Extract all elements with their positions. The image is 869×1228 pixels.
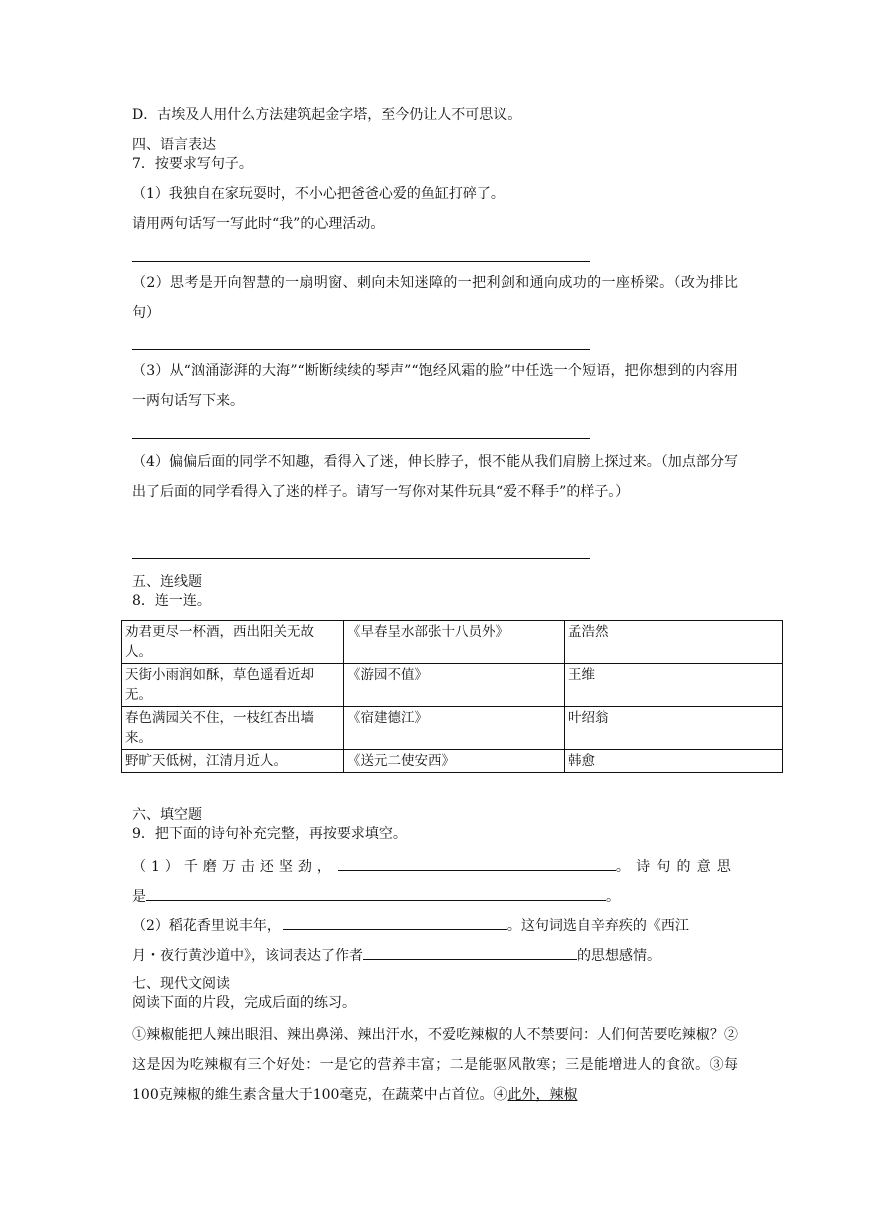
q7-item-1-requirement: 请用两句话写一写此时“我”的心理活动。 — [132, 216, 385, 232]
poet-cell[interactable]: 孟浩然 — [565, 621, 783, 664]
q7-item-1: （1）我独自在家玩耍时，不小心把爸爸心爱的鱼缸打碎了。 — [132, 186, 505, 202]
poet-cell[interactable]: 王维 — [565, 664, 783, 707]
q9-item-2-line2-prefix: 月・夜行黄沙道中》，该词表达了作者 — [132, 948, 363, 964]
question-7-title: 7．按要求写句子。 — [132, 156, 253, 172]
poem-title-cell[interactable]: 《早春呈水部张十八员外》 — [344, 621, 565, 664]
section-6-heading: 六、填空题 — [132, 807, 202, 823]
poem-line-cell[interactable]: 劝君更尽一杯酒，西出阳关无故人。 — [122, 621, 344, 664]
q9-item-2-line-1 — [132, 915, 689, 935]
question-8-title: 8．连一连。 — [132, 593, 211, 609]
blank-q9-2a[interactable] — [283, 915, 507, 930]
blank-q9-1b[interactable] — [146, 886, 606, 901]
q7-item-3: （3）从“汹涌澎湃的大海”“断断续续的琴声”“饱经风霜的脸”中任选一个短语，把你想到的内容用一两句话写下来。 — [132, 363, 738, 409]
q7-item-4: （4）偏偏后面的同学不知趣，看得入了迷，伸长脖子，恨不能从我们肩膀上探过来。（加点部分写出了后面的同学看得入了迷的样子。请写一写你对某件玩具“爱不释手”的样子。） — [132, 454, 738, 500]
q9-item-2-end: 的思想感情。 — [577, 948, 661, 964]
reading-passage — [132, 1020, 738, 1110]
poem-title-cell[interactable]: 《游园不值》 — [344, 664, 565, 707]
matching-table — [121, 620, 783, 773]
blank-q9-1a[interactable] — [338, 856, 616, 871]
poem-title-cell[interactable]: 《送元二使安西》 — [344, 750, 565, 773]
answer-line-q7-2[interactable] — [132, 349, 590, 350]
table-row — [122, 707, 783, 750]
section-7-heading: 七、现代文阅读 — [132, 976, 230, 992]
poem-line-cell[interactable]: 春色满园关不住，一枝红杏出墙来。 — [122, 707, 344, 750]
q9-item-1-line-2 — [132, 886, 620, 906]
table-row — [122, 750, 783, 773]
poet-cell[interactable]: 韩愈 — [565, 750, 783, 773]
blank-q9-2b[interactable] — [363, 945, 577, 960]
q6-option-d: D．古埃及人用什么方法建筑起金字塔，至今仍让人不可思议。 — [132, 107, 522, 123]
section-5-heading: 五、连线题 — [132, 574, 202, 590]
q9-item-2-prefix: （2）稻花香里说丰年， — [132, 918, 281, 934]
q7-item-2: （2）思考是开向智慧的一扇明窗、刺向未知迷障的一把利剑和通向成功的一座桥梁。（改为排比句） — [132, 275, 738, 321]
answer-line-q7-1[interactable] — [132, 261, 590, 262]
section-4-heading: 四、语言表达 — [132, 137, 216, 153]
q9-item-1-line-1 — [132, 856, 737, 876]
poem-title-cell[interactable]: 《宿建德江》 — [344, 707, 565, 750]
answer-line-q7-4[interactable] — [132, 558, 590, 559]
q9-item-1-mid: 。诗句的意思 — [615, 859, 738, 875]
passage-underlined-text: 此外，辣椒 — [507, 1087, 578, 1103]
table-row — [122, 664, 783, 707]
q9-item-2-line-2 — [132, 945, 661, 965]
q9-item-1-end: 。 — [606, 889, 620, 905]
answer-line-q7-3[interactable] — [132, 438, 590, 439]
q9-item-1-line2-prefix: 是 — [132, 889, 146, 905]
poem-line-cell[interactable]: 天街小雨润如酥，草色遥看近却无。 — [122, 664, 344, 707]
q9-item-2-mid: 。这句词选自辛弃疾的《西江 — [506, 918, 689, 934]
question-9-title: 9．把下面的诗句补充完整，再按要求填空。 — [132, 826, 407, 842]
poem-line-cell[interactable]: 野旷天低树，江清月近人。 — [122, 750, 344, 773]
poet-cell[interactable]: 叶绍翁 — [565, 707, 783, 750]
table-row — [122, 621, 783, 664]
reading-instruction: 阅读下面的片段，完成后面的练习。 — [132, 995, 356, 1011]
q9-item-1-prefix: （1）千磨万击还坚劲， — [132, 859, 336, 875]
passage-text: ①辣椒能把人辣出眼泪、辣出鼻涕、辣出汗水，不爱吃辣椒的人不禁要问：人们何苦要吃辣椒？②这是因为吃辣椒有三个好处：一是它的营养丰富；二是能驱风散寒；三是能增进人的食欲。③每100克辣椒的維生素含量大于100毫克，在蔬菜中占首位。④ — [132, 1027, 738, 1103]
